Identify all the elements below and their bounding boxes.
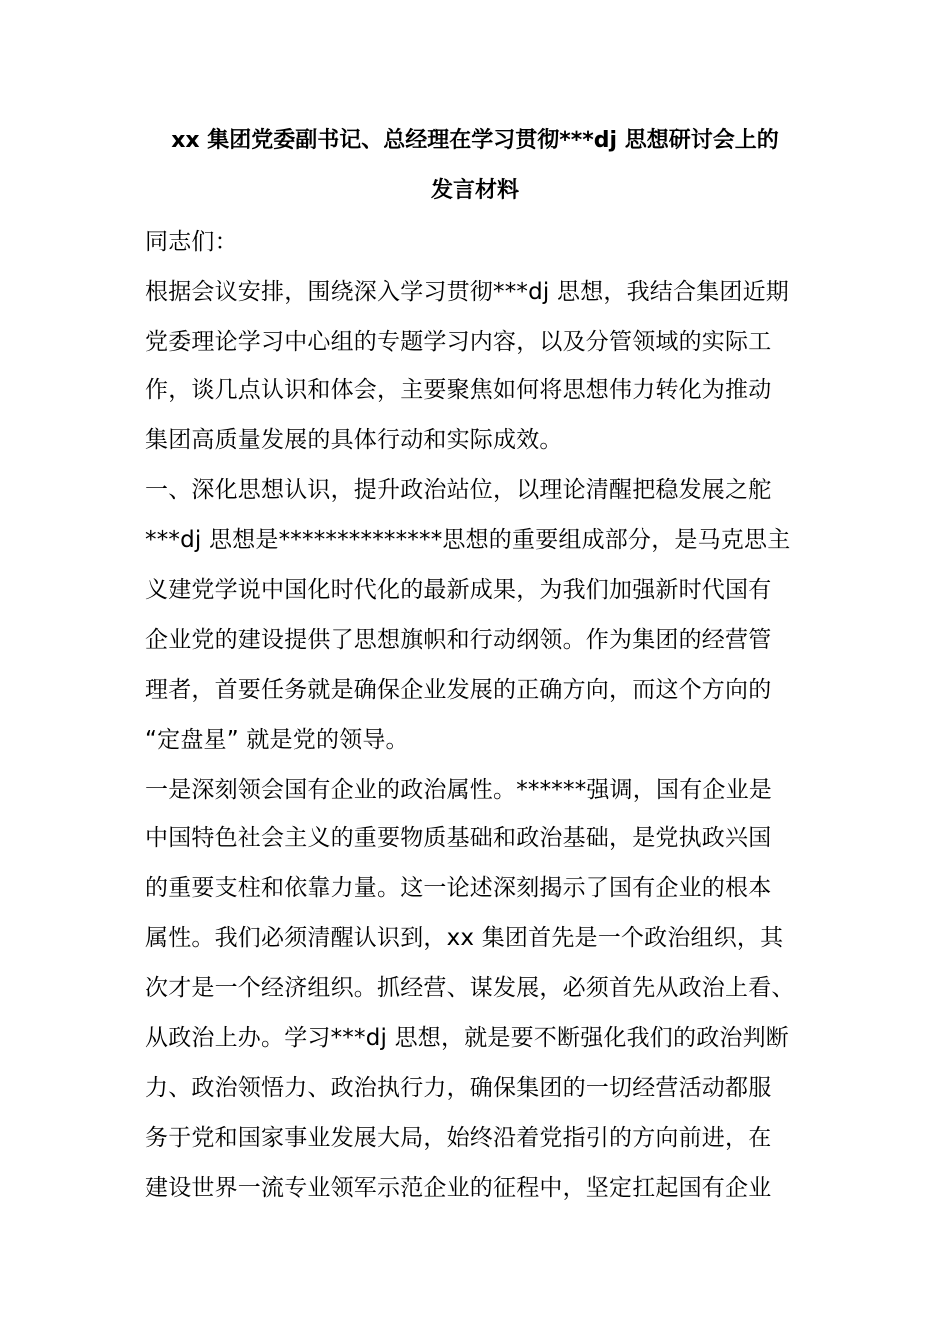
body-line: 党委理论学习中心组的专题学习内容，以及分管领域的实际工 (145, 329, 772, 355)
body-line: 中国特色社会主义的重要物质基础和政治基础，是党执政兴国 (145, 825, 772, 851)
body-line: 集团高质量发展的具体行动和实际成效。 (145, 427, 563, 453)
body-line: 次才是一个经济组织。抓经营、谋发展，必须首先从政治上看、 (145, 975, 795, 1001)
body-line: 根据会议安排，围绕深入学习贯彻***dj 思想，我结合集团近期 (145, 279, 790, 305)
body-line: ***dj 思想是**************思想的重要组成部分，是马克思主 (145, 527, 791, 553)
body-line: 义建党学说中国化时代化的最新成果，为我们加强新时代国有 (145, 577, 772, 603)
body-line: 一是深刻领会国有企业的政治属性。******强调，国有企业是 (145, 777, 772, 803)
body-line: 力、政治领悟力、政治执行力，确保集团的一切经营活动都服 (145, 1075, 772, 1101)
body-line: 企业党的建设提供了思想旗帜和行动纲领。作为集团的经营管 (145, 627, 772, 653)
body-line: 属性。我们必须清醒认识到，xx 集团首先是一个政治组织，其 (145, 925, 784, 951)
body-line: 理者，首要任务就是确保企业发展的正确方向，而这个方向的 (145, 677, 772, 703)
body-line: 的重要支柱和依靠力量。这一论述深刻揭示了国有企业的根本 (145, 875, 772, 901)
body-line: 作，谈几点认识和体会，主要聚焦如何将思想伟力转化为推动 (145, 377, 772, 403)
body-line: 从政治上办。学习***dj 思想，就是要不断强化我们的政治判断 (145, 1025, 790, 1051)
body-line: 建设世界一流专业领军示范企业的征程中，坚定扛起国有企业 (145, 1175, 772, 1201)
document-title-line-2: 发言材料 (430, 178, 519, 203)
document-title-line-1: xx 集团党委副书记、总经理在学习贯彻***dj 思想研讨会上的 (171, 128, 779, 153)
section-heading: 一、深化思想认识，提升政治站位，以理论清醒把稳发展之舵 (145, 477, 772, 503)
body-line: “定盘星” 就是党的领导。 (145, 727, 409, 753)
salutation: 同志们： (145, 229, 238, 255)
body-line: 务于党和国家事业发展大局，始终沿着党指引的方向前进，在 (145, 1125, 772, 1151)
